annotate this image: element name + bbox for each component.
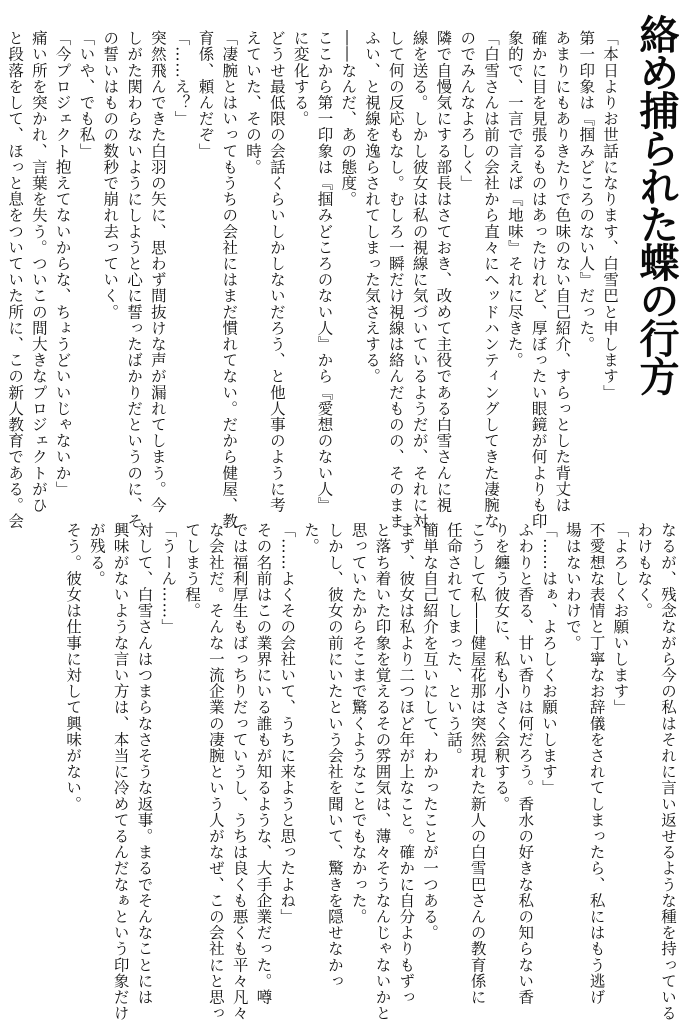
text-line: が残る。: [87, 522, 106, 587]
text-line: た。: [302, 522, 321, 555]
text-line: どうせ最低限の会話くらいしかしないだろう、と他人事のように考: [267, 30, 286, 513]
text-line: 「……よくその会社いて、うちに来ようと思ったよね」: [278, 522, 297, 925]
text-line: 線を送る。しかし彼女は私の視線に気づいているようだが、それに対: [410, 30, 429, 530]
text-line: りを纏う彼女に、私も小さく会釈する。: [492, 522, 511, 812]
text-line: 簡単な自己紹介を互いにして、わかったことが一つある。: [421, 522, 440, 941]
text-line: ――なんだ、あの態度。: [339, 30, 358, 208]
text-line: てしまう程。: [183, 522, 202, 619]
text-line: その名前はこの業界にいる誰もが知るような、大手企業だった。噂: [254, 522, 273, 1005]
text-line: 「いや、でも私」: [77, 30, 96, 159]
text-line: ふわりと香る、甘い香りは何だろう。香水の好きな私の知らない香: [516, 522, 535, 1005]
text-line: 任命されてしまった、という話。: [444, 522, 463, 764]
page-title: 絡め捕られた蝶の行方: [633, 14, 679, 394]
lower-text-block: [11, 522, 679, 1022]
text-line: な会社だ。そんな一流企業の凄腕という人がなぜ、この会社にと思っ: [206, 522, 225, 1022]
text-line: 不愛想な表情と丁寧なお辞儀をされてしまったら、私にはもう逃げ: [587, 522, 606, 1005]
text-line: 突然飛んできた白羽の矢に、思わず間抜けな声が漏れてしまう。今: [148, 30, 167, 513]
text-line: 確かに目を見張るものはあったけれど、厚ぼったい眼鏡が何よりも印: [529, 30, 548, 530]
text-line: 「白雪さんは前の会社から直々にヘッドハンティングしてきた凄腕な: [482, 30, 501, 530]
text-line: ふい、と視線を逸らされてしまった気さえする。: [363, 30, 382, 385]
text-line: の誓いはものの数秒で崩れ去っていく。: [101, 30, 120, 320]
text-line: のでみんなよろしく」: [458, 30, 477, 191]
text-line: 興味がないような言い方は、本当に冷めてるんだなぁという印象だけ: [111, 522, 130, 1022]
text-line: と落ち着いた印象を覚えるその雰囲気は、薄々そうなんじゃないかと: [373, 522, 392, 1022]
text-line: ここから第一印象は『掴みどころのない人』から『愛想のない人』: [315, 30, 334, 513]
text-line: 「凄腕とはいってもうちの会社にはまだ慣れてない。だから健屋、教: [220, 30, 239, 530]
text-line: に変化する。: [291, 30, 310, 127]
text-line: なるが、残念ながら今の私はそれに言い返せるような種を持っている: [659, 522, 677, 1022]
text-line: [0, 30, 2, 508]
text-line: 象的で、一言で言えば『地味』それに尽きた。: [505, 30, 524, 369]
text-line: わけもなく。: [635, 522, 654, 619]
text-line: 「……え？」: [172, 30, 191, 127]
text-line: そう。彼女は仕事に対して興味がない。: [64, 522, 83, 812]
text-line: しかし、彼女の前にいたという会社を聞いて、驚きを隠せなかっ: [325, 522, 344, 989]
text-line: 第一印象は『掴みどころのない人』だった。: [577, 30, 596, 352]
text-line: 「今プロジェクト抱えてないからな、ちょうどいいじゃないか」: [53, 30, 72, 497]
text-line: して何の反応もなし。むしろ一瞬だけ視線は絡んだものの、そのまま: [386, 30, 405, 530]
text-line: こうして私――健屋花那は突然現れた新人の白雪巴さんの教育係に: [468, 522, 487, 1005]
text-line: 「よろしくお願いします」: [611, 522, 630, 716]
text-line: 場はないわけで。: [563, 522, 582, 651]
text-line: 「本日よりお世話になります、白雪巴と申します」: [601, 30, 619, 401]
text-line: えていた、その時。: [244, 30, 263, 175]
text-line: しがた関わらないようにしようと心に誓ったばかりだというのに、そ: [125, 30, 144, 530]
text-line: と段落をして、ほっと息をついていた所に、この新人教育である。会: [6, 30, 25, 530]
upper-text-block: [6, 30, 621, 530]
text-line: 「……はぁ、よろしくお願いします」: [540, 522, 559, 796]
text-line: では福利厚生もばっちりだっていうし、うちは良くも悪くも平々凡々: [230, 522, 249, 1022]
text-line: 育係、頼んだぞ」: [196, 30, 215, 159]
text-line: まず、彼女は私より二つほど年が上なこと。確かに自分よりもずっ: [397, 522, 416, 1005]
text-line: 思っていたからそこまで驚くようなことでもなかった。: [349, 522, 368, 925]
text-line: 痛い所を突かれ、言葉を失う。ついこの間大きなプロジェクトがひ: [29, 30, 48, 513]
text-line: 対して、白雪さんはつまらなさそうな返事。まるでそんなことには: [135, 522, 154, 1005]
text-line: 「うーん……」: [159, 522, 178, 635]
text-line: 隣で自慢気にする部長はさておき、改めて主役である白雪さんに視: [434, 30, 453, 513]
text-line: あまりにもありきたりで色味のない自己紹介、すらっとした背丈は: [553, 30, 572, 513]
